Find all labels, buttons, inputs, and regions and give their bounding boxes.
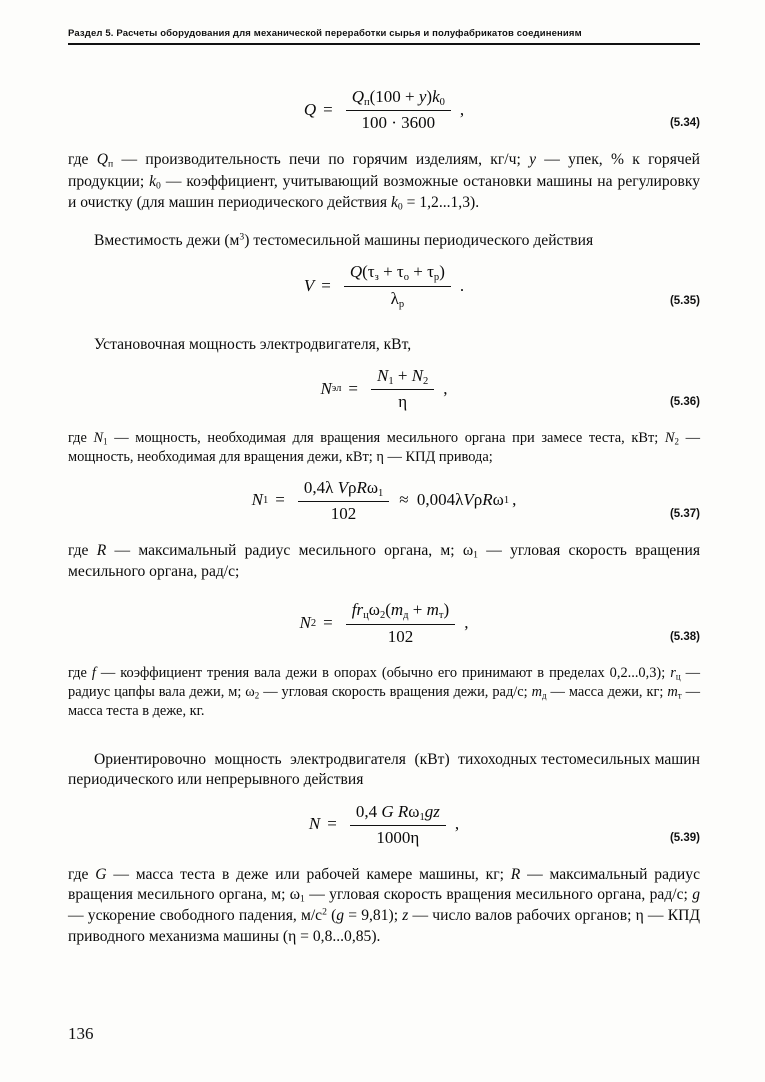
formula-body: N = $\frac{0,4 G R\omega_1gz}{1000\eta}$ , (308, 801, 460, 847)
formula-number: (5.34) (669, 117, 700, 130)
paragraph-where-5-38: где f — коэффициент трения вала дежи в опорах (обычно его принимают в пределах 0,2...0,3); $r_ц$ — радиус цапфы вала дежи, м; $\omega_2$ — угловая скорость вращения дежи, рад/с; $m_д$ — масса дежи, кг; $m_т$ — масса теста в деже, кг. (68, 664, 700, 719)
paragraph-where-5-34: где $Q_п$ — производительность печи по горячим изделиям, кг/ч; y — упек, % к горячей продукции; $k_0$ — коэффициент, учитывающий возможные остановки машины на регулировку и очистку (для машин периодического действия $k_0 = 1,2...1,3$). (68, 151, 701, 213)
formula-number: (5.38) (669, 630, 700, 643)
formula-body: N 1 = $\frac{0,4\lambda V\rho R\omega_1}{102}$ ≈ 0,004λ V ρ R ω 1 , (251, 477, 517, 523)
formula-body: N эл = $\frac{N_1 + N_2}{\eta}$ , (320, 365, 448, 412)
paragraph-where-5-39: где G — масса теста в деже или рабочей камере машины, кг; R — максимальный радиус вращения месильного органа, м; $\omega_1$ — угловая скорость вращения месильного органа, рад/с; g — ускорение свободного падения, $м/с^2$ (g = 9,81); z — число валов рабочих органов; η — КПД приводного механизма машины (η = 0,8...0,85). (68, 865, 700, 945)
formula-body: Q = $\frac{Q_п(100 + y)k_0}{100 \cdot 3600}$ , (303, 87, 465, 133)
running-header: Раздел 5. Расчеты оборудования для механической переработки сырья и полуфабрикатов соединениям (68, 28, 582, 39)
formula-5-36 (68, 365, 700, 412)
paragraph-where-5-37: где R — максимальный радиус месильного органа, м; $\omega_1$ — угловая скорость вращения месильного органа, рад/с; (68, 541, 701, 581)
formula-body: V = $\frac{Q(\tau_з + \tau_о + \tau_р)}{\lambda_р}$ . (303, 262, 465, 310)
formula-5-39 (68, 801, 700, 848)
formula-number: (5.39) (669, 831, 700, 844)
paragraph-capacity: Вместимость дежи $(м^3)$ тестомесильной машины периодического действия (94, 231, 594, 250)
paragraph-installed-power: Установочная мощность электродвигателя, кВт, (94, 335, 412, 353)
formula-number: (5.36) (669, 396, 700, 409)
page-number: 136 (68, 1024, 94, 1043)
formula-5-35 (68, 261, 700, 310)
header-divider (68, 43, 700, 45)
page-content (68, 28, 700, 947)
paragraph-where-5-36: где $N_1$ — мощность, необходимая для вращения месильного органа при замесе теста, кВт; $N_2$ — мощность, необходимая для вращения дежи, кВт; η — КПД привода; (68, 430, 700, 466)
formula-5-37 (68, 477, 700, 524)
formula-number: (5.37) (669, 507, 700, 520)
formula-number: (5.35) (669, 294, 700, 307)
formula-5-38 (68, 599, 700, 646)
formula-5-34 (68, 86, 700, 133)
paragraph-approx-power: Ориентировочно мощность электродвигателя (кВт) тихоходных тестомесильных машин периодического или непрерывного действия (68, 751, 700, 789)
formula-body: N 2 = $\frac{fr_ц\omega_2(m_д + m_т)}{102}$ , (299, 600, 469, 646)
